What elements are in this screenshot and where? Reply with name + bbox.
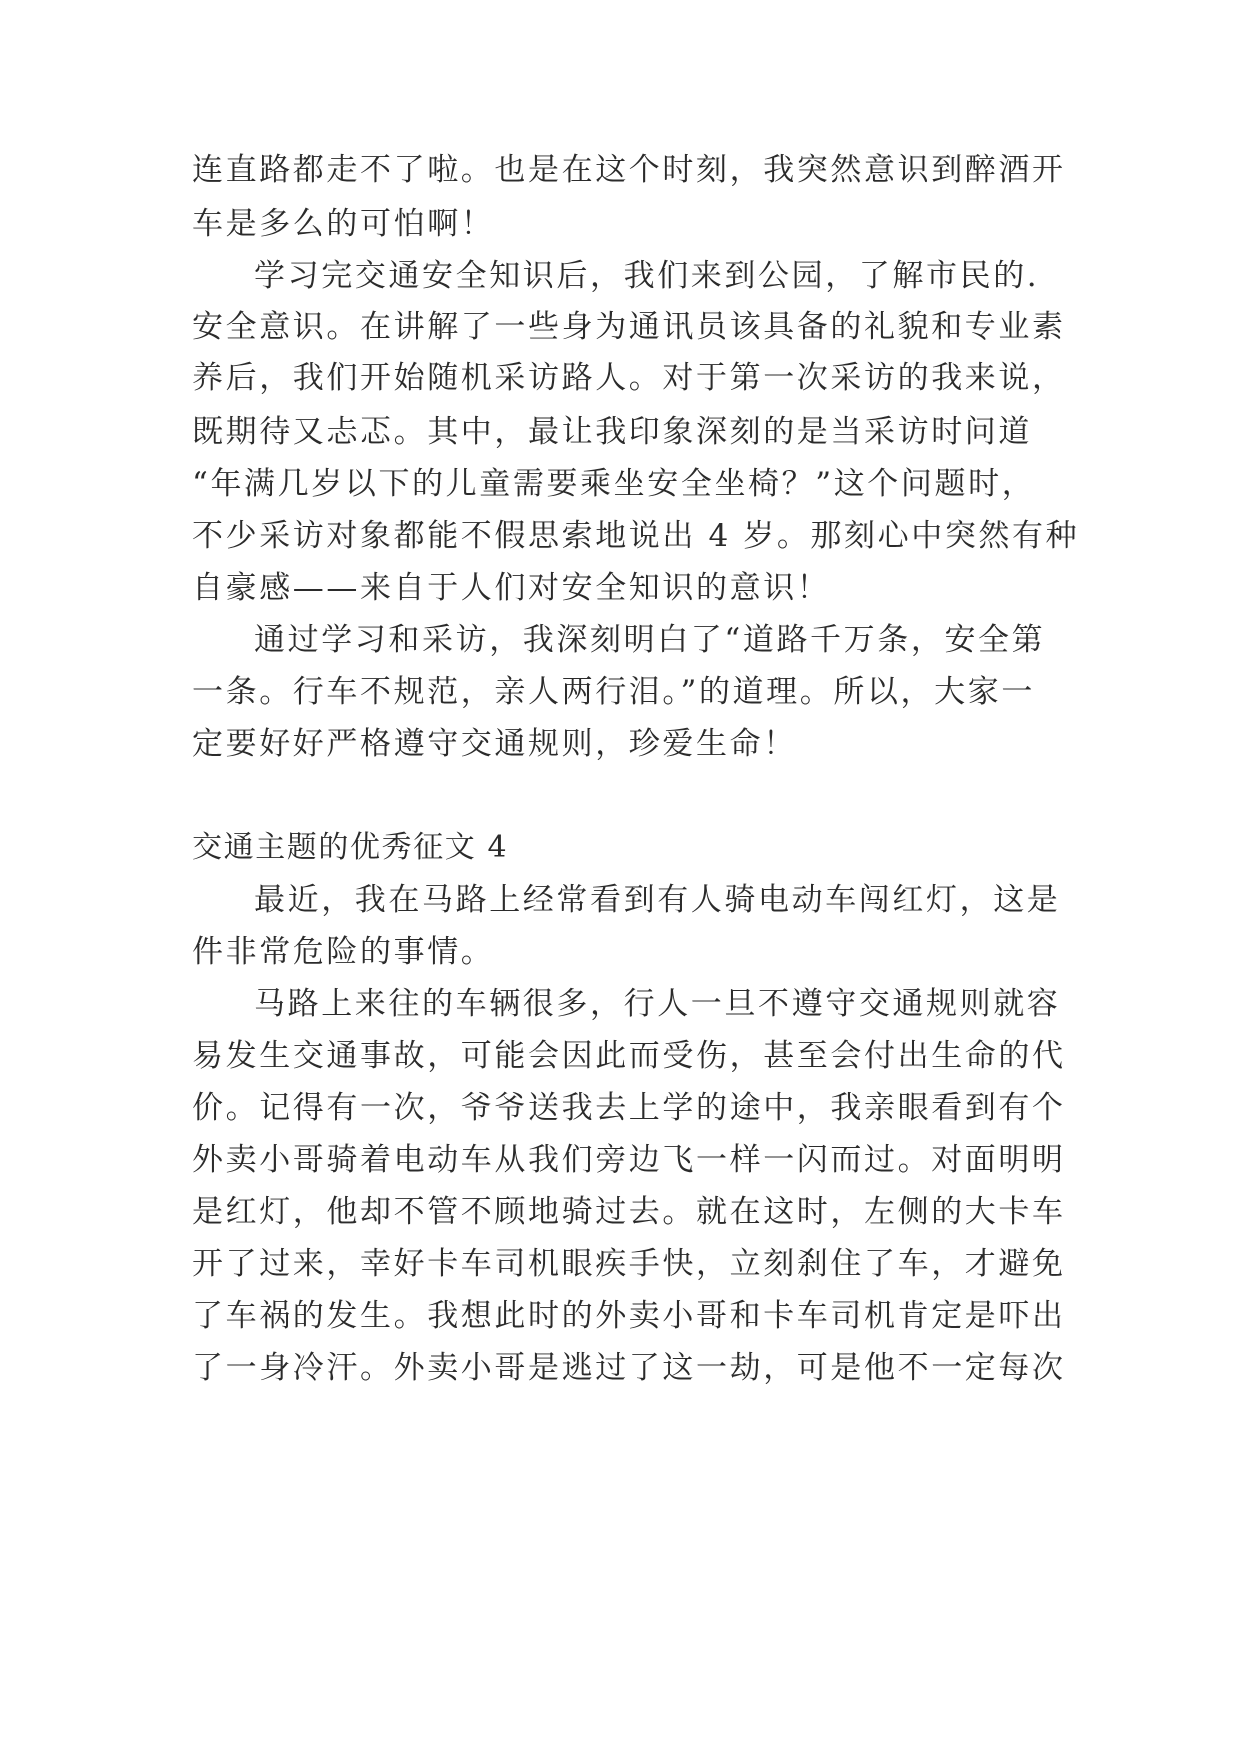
text-line: 既期待又忐忑。其中，最让我印象深刻的是当采访时问道 bbox=[192, 414, 1032, 450]
text-line: 开了过来，幸好卡车司机眼疾手快，立刻刹住了车，才避免 bbox=[192, 1246, 1066, 1282]
section-heading: 交通主题的优秀征文 4 bbox=[192, 830, 509, 865]
text-line: 学习完交通安全知识后，我们来到公园，了解市民的. bbox=[254, 258, 1040, 294]
text-line: 安全意识。在讲解了一些身为通讯员该具备的礼貌和专业素 bbox=[192, 309, 1066, 345]
text-line: 了一身冷汗。外卖小哥是逃过了这一劫，可是他不一定每次 bbox=[192, 1350, 1066, 1386]
text-line: 一条。行车不规范，亲人两行泪。”的道理。所以，大家一 bbox=[192, 674, 1035, 710]
text-line: 连直路都走不了啦。也是在这个时刻，我突然意识到醉酒开 bbox=[192, 152, 1066, 188]
text-line: 外卖小哥骑着电动车从我们旁边飞一样一闪而过。对面明明 bbox=[192, 1142, 1066, 1178]
text-line: 最近，我在马路上经常看到有人骑电动车闯红灯，这是 bbox=[254, 882, 1061, 918]
text-line: 不少采访对象都能不假思索地说出 4 岁。那刻心中突然有种 bbox=[192, 518, 1080, 554]
text-line: 易发生交通事故，可能会因此而受伤，甚至会付出生命的代 bbox=[192, 1038, 1066, 1074]
text-line: “年满几岁以下的儿童需要乘坐安全坐椅？”这个问题时， bbox=[192, 466, 1036, 502]
text-line: 价。记得有一次，爷爷送我去上学的途中，我亲眼看到有个 bbox=[192, 1090, 1066, 1126]
text-line: 定要好好严格遵守交通规则，珍爱生命！ bbox=[192, 726, 797, 762]
text-line: 自豪感——来自于人们对安全知识的意识！ bbox=[192, 570, 831, 606]
text-line: 件非常危险的事情。 bbox=[192, 934, 495, 970]
text-line: 通过学习和采访，我深刻明白了“道路千万条，安全第 bbox=[254, 622, 1046, 658]
text-line: 马路上来往的车辆很多，行人一旦不遵守交通规则就容 bbox=[254, 986, 1061, 1022]
text-line: 了车祸的发生。我想此时的外卖小哥和卡车司机肯定是吓出 bbox=[192, 1298, 1066, 1334]
text-line: 是红灯，他却不管不顾地骑过去。就在这时，左侧的大卡车 bbox=[192, 1194, 1066, 1230]
text-line: 车是多么的可怕啊！ bbox=[192, 206, 495, 242]
text-line: 养后，我们开始随机采访路人。对于第一次采访的我来说， bbox=[192, 360, 1066, 396]
